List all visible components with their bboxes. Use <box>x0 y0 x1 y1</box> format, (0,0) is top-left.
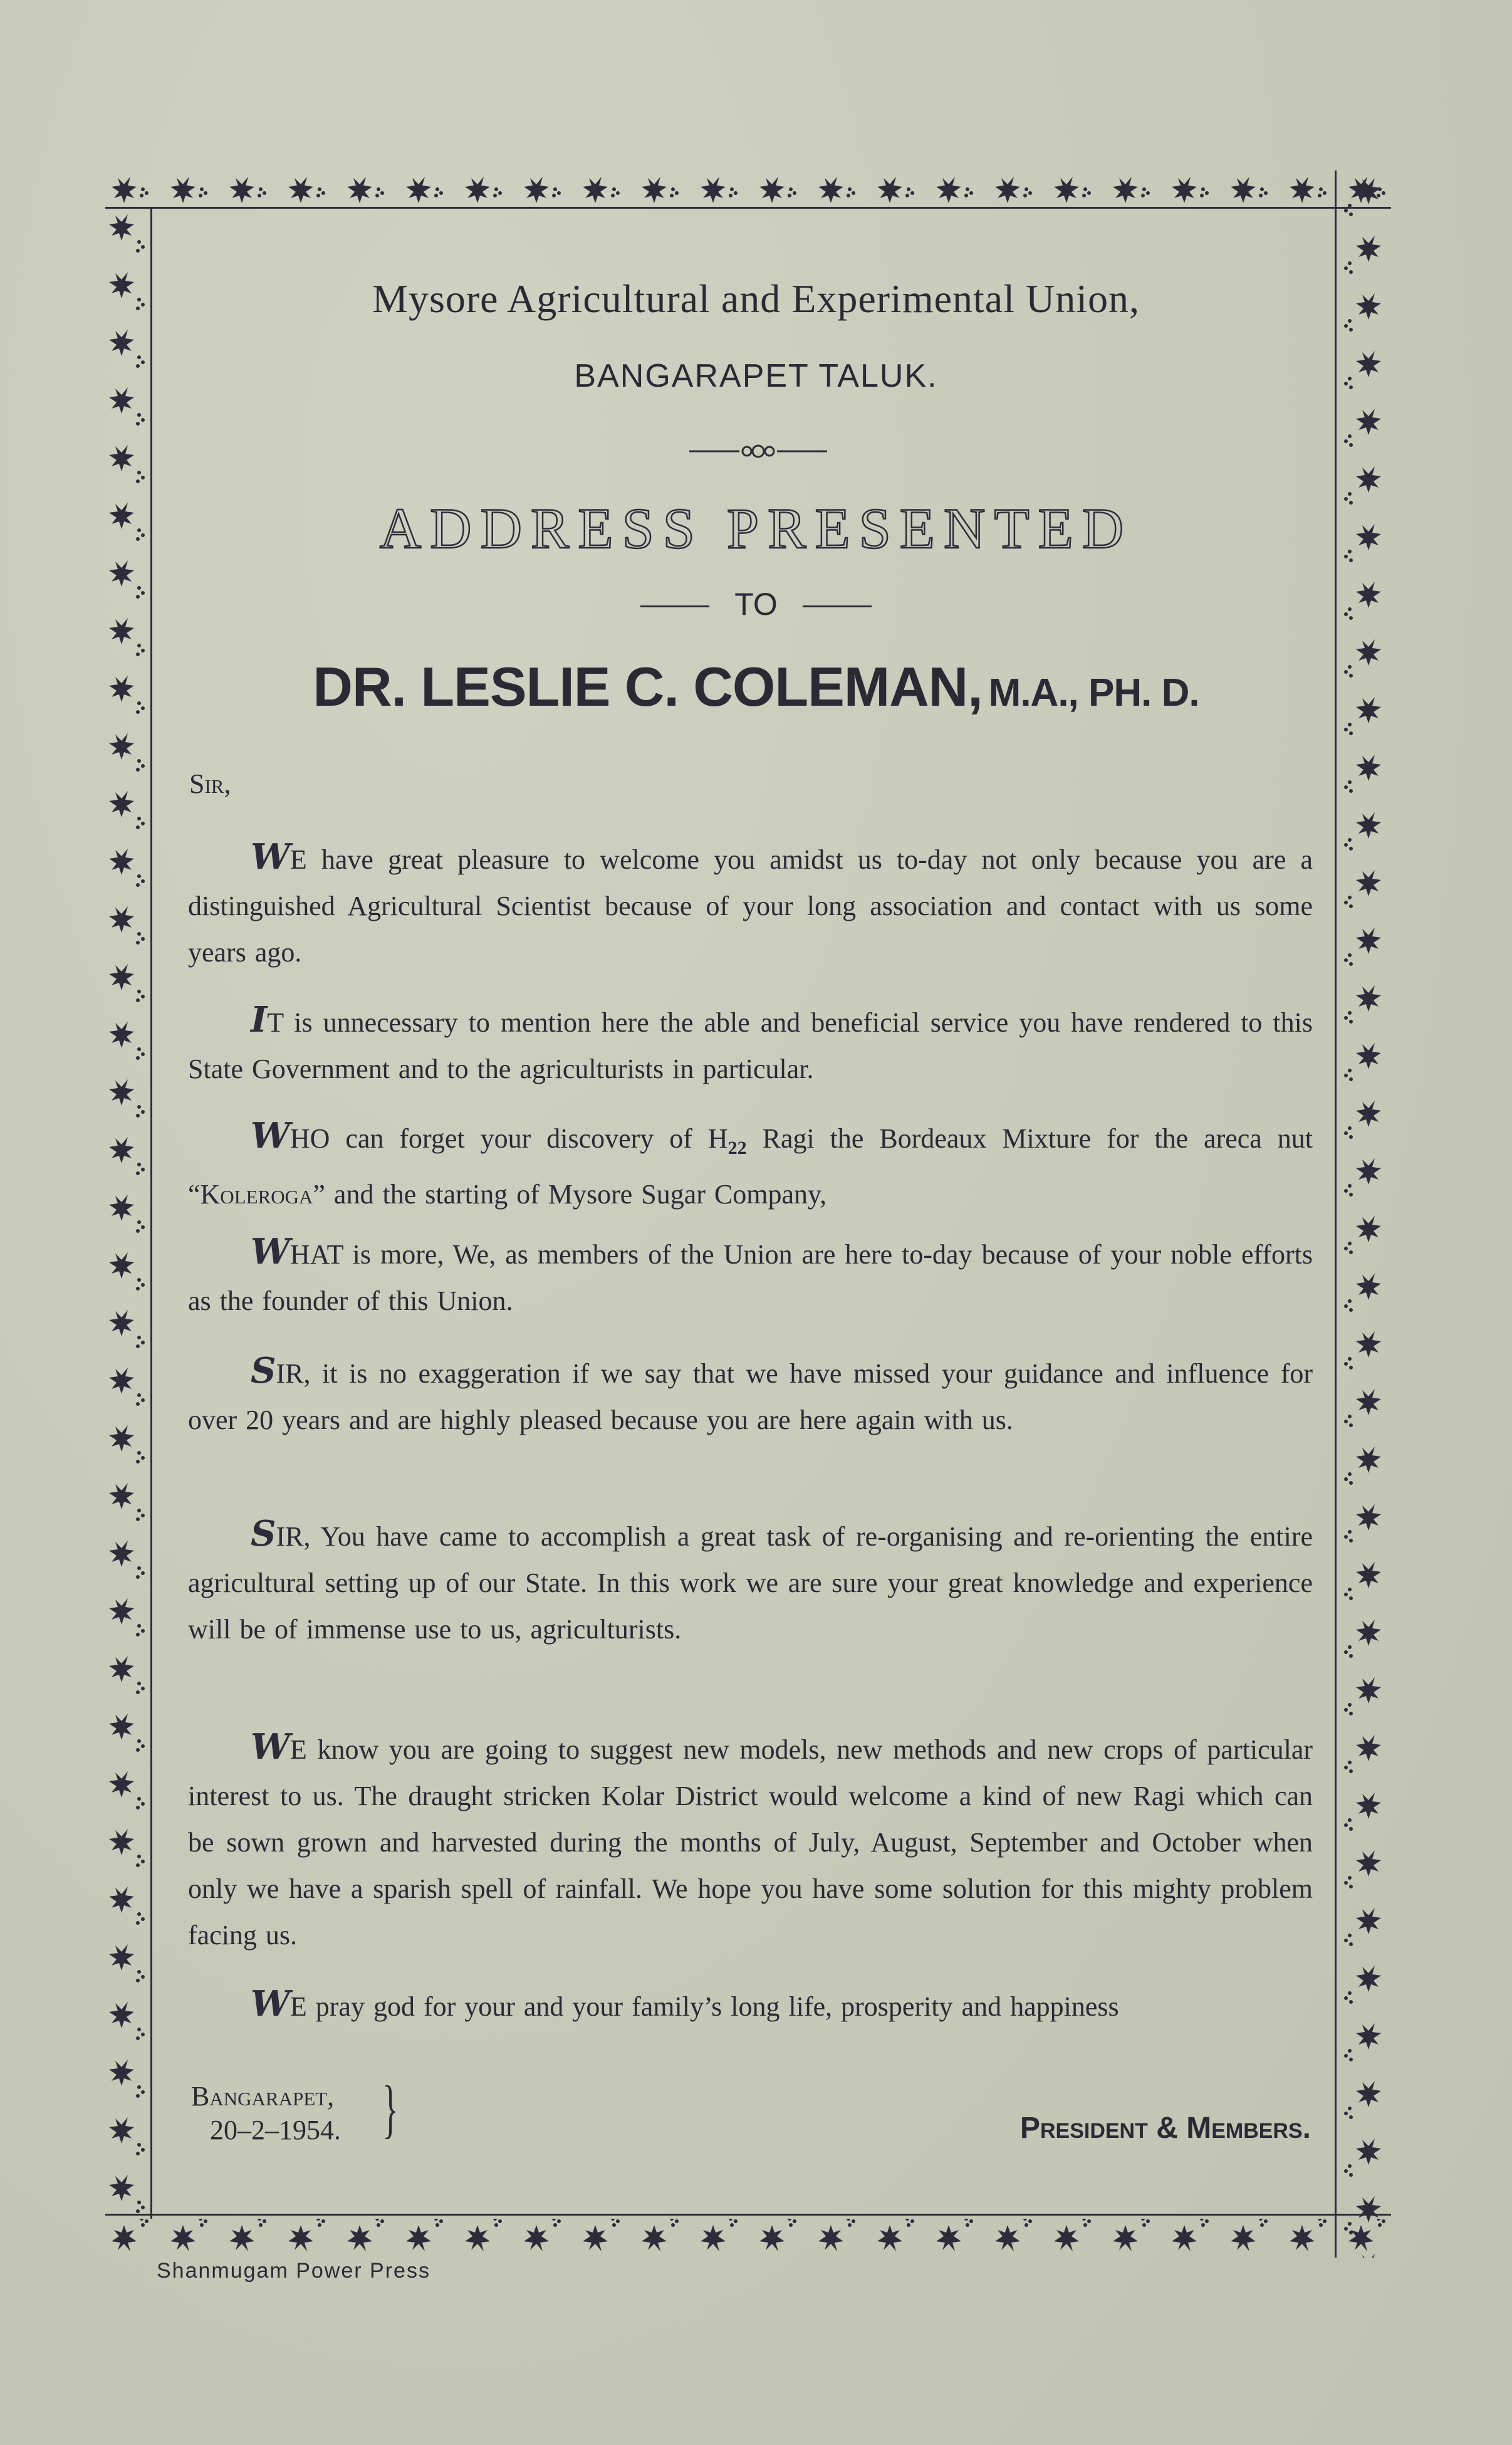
vine-leaf-icon <box>1335 170 1391 2258</box>
initial-letter: I <box>251 999 268 1040</box>
paragraph-text: E pray god for your and your family’s long life, prosperity and happiness <box>289 1991 1119 2022</box>
vine-border-right <box>1335 170 1391 2258</box>
initial-letter: W <box>251 1726 290 1767</box>
address-title: ADDRESS PRESENTED <box>379 496 1133 560</box>
initial-letter: W <box>251 1231 290 1272</box>
recipient-line <box>0 655 1512 719</box>
to-line <box>0 586 1512 622</box>
to-label: TO <box>734 587 778 622</box>
paragraph-text: ” and the starting of Mysore Sugar Company, <box>313 1178 827 1210</box>
paragraph-ragi-request <box>188 1724 1313 1959</box>
paragraph-prayer <box>188 1981 1313 2030</box>
salutation: Sir, <box>189 768 231 799</box>
paragraph-task <box>188 1510 1313 1653</box>
initial-letter: S <box>251 1513 276 1554</box>
koleroga-term: Koleroga <box>200 1178 313 1210</box>
union-name: Mysore Agricultural and Experimental Union, <box>372 276 1140 321</box>
paragraph-text: IR, it is no exaggeration if we say that we have missed your guidance and influence for over 20 years and are highly pleased because you are here again with us. <box>188 1358 1313 1435</box>
recipient-degrees: M.A., PH. D. <box>988 671 1199 715</box>
taluk-heading: BANGARAPET TALUK. <box>574 358 938 394</box>
place: Bangarapet, <box>191 2081 335 2112</box>
paragraph-guidance <box>188 1348 1313 1443</box>
vine-border-top <box>105 170 1391 214</box>
paragraph-founder <box>188 1228 1313 1324</box>
subscript: 22 <box>727 1137 747 1158</box>
paragraph-text: E have great pleasure to welcome you amidst us to-day not only because you are a distinguished Agricultural Scientist because of your long association and contact with us some years ago. <box>188 844 1313 968</box>
signatory: President & Members. <box>1019 2112 1311 2145</box>
paragraph-welcome <box>188 834 1313 976</box>
initial-letter: W <box>251 1983 290 2024</box>
date: 20–2–1954. <box>210 2115 341 2145</box>
printer-credit: Shanmugam Power Press <box>157 2259 430 2283</box>
dash-left <box>640 605 709 607</box>
paragraph-text: IR, You have came to accomplish a great task of re-organising and re-orienting the entire agricultural setting up of our State. In this work we are sure your great knowledge and experience will be of immense use to us, agriculturists. <box>188 1521 1313 1645</box>
place-date-block <box>191 2080 341 2147</box>
paragraph-text: HAT is more, We, as members of the Union are here to-day because of your noble efforts as the founder of this Union. <box>188 1239 1313 1316</box>
vine-leaf-icon <box>105 170 1391 214</box>
initial-letter: W <box>251 836 290 877</box>
initial-letter: S <box>251 1350 276 1391</box>
vine-border-bottom <box>105 2214 1391 2258</box>
paragraph-text: E know you are going to suggest new models, new methods and new crops of particular interest to us. The draught stricken Kolar District would welcome a kind of new Ragi which can be sown grown and harvested during the months of July, August, September and October when only we have a sparish spell of rainfall. We hope you have some solution for this mighty problem facing us. <box>188 1734 1313 1950</box>
dash-right <box>803 605 872 607</box>
brace-icon: } <box>382 2073 399 2145</box>
paragraph-text: T is unnecessary to mention here the able and beneficial service you have rendered to this State Government and to the agriculturists in particular. <box>188 1007 1313 1084</box>
paragraph-text: HO can forget your discovery of H <box>289 1123 728 1154</box>
paragraph-service <box>188 997 1313 1092</box>
recipient-name: DR. LESLIE C. COLEMAN, <box>313 656 983 718</box>
initial-letter: W <box>251 1115 290 1156</box>
paragraph-text: Ragi the Bordeaux Mixture for the areca nut “ <box>188 1123 1313 1210</box>
vine-leaf-icon <box>105 2214 1391 2258</box>
paragraph-discovery <box>188 1113 1313 1218</box>
flourish-ornament-icon <box>689 439 827 464</box>
